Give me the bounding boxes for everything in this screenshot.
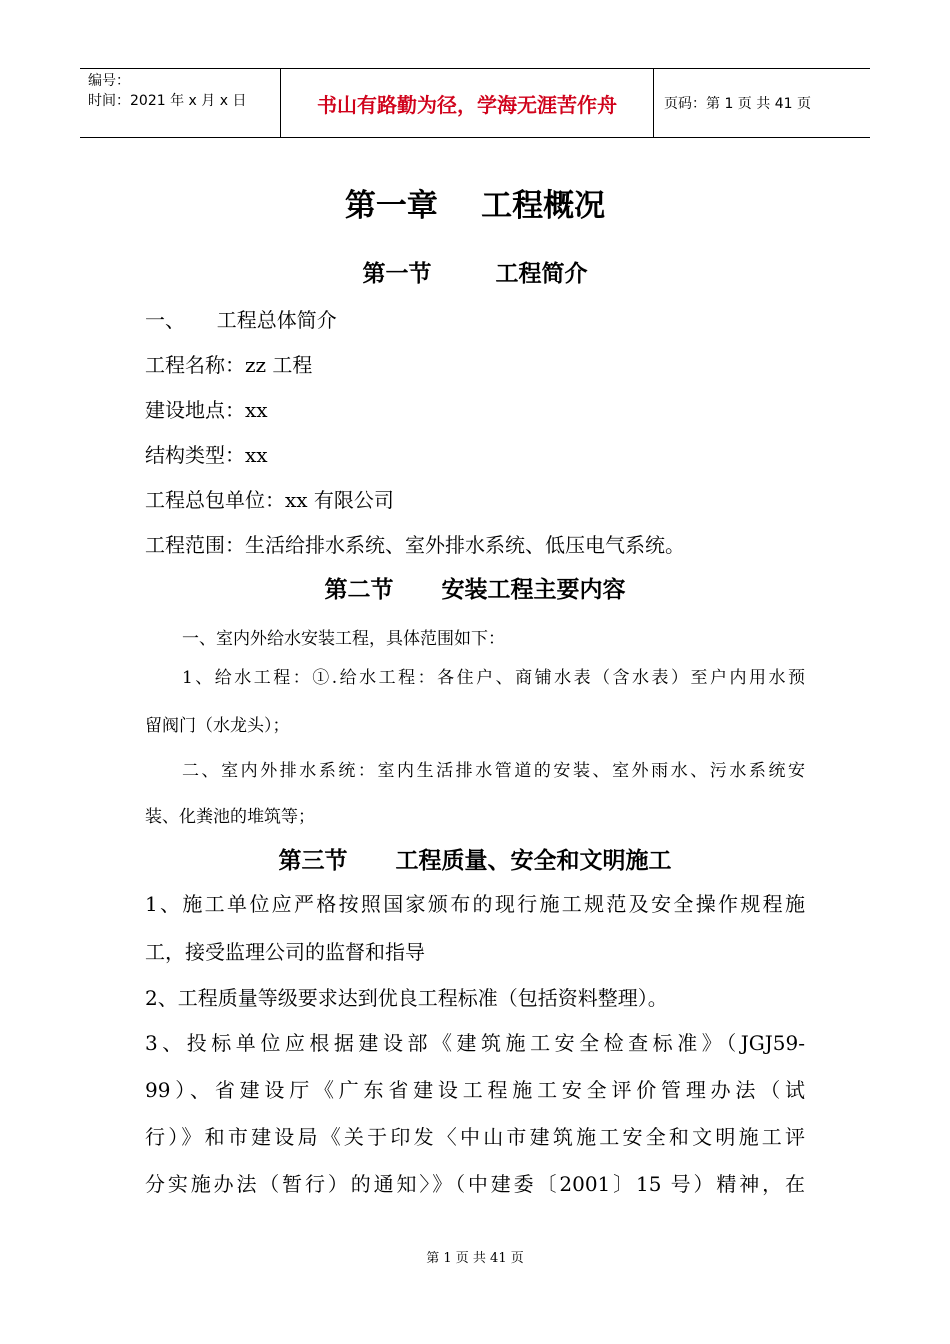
section3-p1-line1: 1、施工单位应严格按照国家颁布的现行施工规范及安全操作规程施 — [145, 892, 805, 916]
contractor: 工程总包单位：xx 有限公司 — [145, 488, 394, 512]
number-label: 编号： — [88, 73, 130, 89]
section3-p1-line2: 工，接受监理公司的监督和指导 — [145, 940, 425, 964]
section3-p3-line1: 3、投标单位应根据建设部《建筑施工安全检查标准》（JGJ59- — [145, 1031, 805, 1055]
section3-p3-line2: 99）、省建设厅《广东省建设工程施工安全评价管理办法（试 — [145, 1078, 805, 1102]
project-scope: 工程范围：生活给排水系统、室外排水系统、低压电气系统。 — [145, 533, 685, 557]
project-name: 工程名称：zz 工程 — [145, 353, 313, 377]
section3-title: 第三节 工程质量、安全和文明施工 — [278, 848, 672, 874]
page-footer: 第 1 页 共 41 页 — [426, 1251, 524, 1266]
structure-type: 结构类型：xx — [145, 443, 268, 467]
section1-title: 第一节 工程简介 — [362, 261, 588, 287]
section3-p2: 2、工程质量等级要求达到优良工程标准（包括资料整理）。 — [145, 986, 668, 1010]
header-meta — [80, 69, 280, 137]
time-label: 时间：2021 年 x 月 x 日 — [88, 93, 247, 109]
section3-p3-line3: 行）》和市建设局《关于印发〈中山市建筑施工安全和文明施工评 — [145, 1125, 805, 1149]
section2-line4: 二、室内外排水系统：室内生活排水管道的安装、室外雨水、污水系统安 — [182, 761, 805, 781]
section2-line5: 装、化粪池的堆筑等； — [145, 807, 315, 827]
section3-p3-line4: 分实施办法（暂行）的通知〉》（中建委〔2001〕15 号）精神，在 — [145, 1172, 805, 1196]
chapter-title: 第一章 工程概况 — [344, 188, 606, 224]
section2-line1: 一、室内外给水安装工程，具体范围如下： — [182, 629, 505, 649]
section2-line3: 留阀门（水龙头）； — [145, 716, 290, 736]
header-motto: 书山有路勤为径，学海无涯苦作舟 — [280, 69, 654, 137]
location: 建设地点：xx — [145, 398, 268, 422]
section2-line2: 1、给水工程：①.给水工程：各住户、商铺水表（含水表）至户内用水预 — [182, 668, 805, 688]
header-page-info: 页码：第 1 页 共 41 页 — [664, 96, 811, 112]
header-table — [80, 68, 870, 138]
section2-title: 第二节 安装工程主要内容 — [324, 577, 626, 603]
item-heading: 一、 工程总体简介 — [145, 308, 337, 332]
